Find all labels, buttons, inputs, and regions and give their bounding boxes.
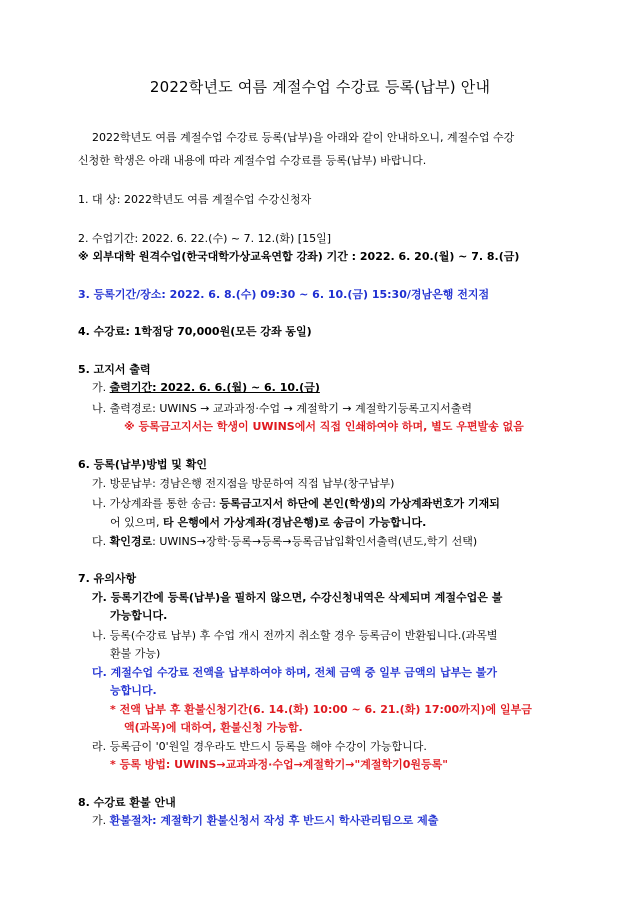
section-6-item-b-line-1: 나. 가상계좌를 통한 송금: 등록금고지서 하단에 본인(학생)의 가상계좌번호가 기재되: [92, 497, 500, 510]
section-7-item-b-line-2: 환불 가능): [110, 647, 161, 660]
section-4-fee: 4. 수강료: 1학점당 70,000원(모든 강좌 동일): [78, 325, 312, 338]
section-7-item-d-note: * 등록 방법: UWINS→교과과정·수업→계절학기→"계절학기0원등록": [110, 758, 449, 771]
intro-line-1: 2022학년도 여름 계절수업 수강료 등록(납부)을 아래와 같이 안내하오니, 계절수업 수강: [92, 131, 515, 144]
intro-line-2: 신청한 학생은 아래 내용에 따라 계절수업 수강료를 등록(납부) 바랍니다.: [78, 154, 427, 167]
section-5-item-a: 가. 출력기간: 2022. 6. 6.(월) ~ 6. 10.(금): [92, 381, 320, 394]
section-6-item-c: 다. 확인경로: UWINS→장학·등록→등록→등록금납입확인서출력(년도,학기 선택): [92, 535, 478, 548]
section-6-item-a: 가. 방문납부: 경남은행 전지점을 방문하여 직접 납부(창구납부): [92, 477, 395, 490]
section-7-item-b-line-1: 나. 등록(수강료 납부) 후 수업 개시 전까지 취소할 경우 등록금이 반환됩니다.(과목별: [92, 629, 498, 642]
section-5-item-b: 나. 출력경로: UWINS → 교과과정·수업 → 계절학기 → 계절학기등록고지서출력: [92, 402, 472, 415]
section-8-item-a: 가. 환불절차: 계절학기 환불신청서 작성 후 반드시 학사관리팀으로 제출: [92, 814, 439, 827]
document-title: 2022학년도 여름 계절수업 수강료 등록(납부) 안내: [149, 78, 491, 96]
section-7-item-c-line-1: 다. 계절수업 수강료 전액을 납부하여야 하며, 전체 금액 중 일부 금액의 납부는 불가: [92, 666, 497, 679]
section-7-item-c-line-2: 능합니다.: [110, 684, 157, 697]
section-7-heading: 7. 유의사항: [78, 572, 137, 585]
section-5-note: ※ 등록금고지서는 학생이 UWINS에서 직접 인쇄하여야 하며, 별도 우편발송 없음: [124, 420, 524, 433]
section-2-note: ※ 외부대학 원격수업(한국대학가상교육연합 강좌) 기간 : 2022. 6. 20.(월) ~ 7. 8.(금): [78, 250, 520, 263]
section-7-item-d: 라. 등록금이 '0'원일 경우라도 반드시 등록을 해야 수강이 가능합니다.: [92, 740, 427, 753]
section-3-registration-period: 3. 등록기간/장소: 2022. 6. 8.(수) 09:30 ~ 6. 10.(금) 15:30/경남은행 전지점: [78, 288, 490, 301]
section-2-period: 2. 수업기간: 2022. 6. 22.(수) ~ 7. 12.(화) [15일]: [78, 232, 331, 245]
section-6-heading: 6. 등록(납부)방법 및 확인: [78, 458, 208, 471]
section-1-target: 1. 대 상: 2022학년도 여름 계절수업 수강신청자: [78, 193, 312, 206]
section-8-heading: 8. 수강료 환불 안내: [78, 796, 176, 809]
section-7-item-c-note-1: * 전액 납부 후 환불신청기간(6. 14.(화) 10:00 ~ 6. 21.(화) 17:00까지)에 일부금: [110, 703, 532, 716]
section-5-heading: 5. 고지서 출력: [78, 363, 151, 376]
section-6-item-b-line-2: 어 있으며, 타 은행에서 가상계좌(경남은행)로 송금이 가능합니다.: [110, 516, 427, 529]
section-7-item-a-line-1: 가. 등록기간에 등록(납부)을 필하지 않으면, 수강신청내역은 삭제되며 계절수업은 불: [92, 591, 503, 604]
section-7-item-a-line-2: 가능합니다.: [110, 609, 168, 622]
section-7-item-c-note-2: 액(과목)에 대하여, 환불신청 가능함.: [124, 721, 303, 734]
